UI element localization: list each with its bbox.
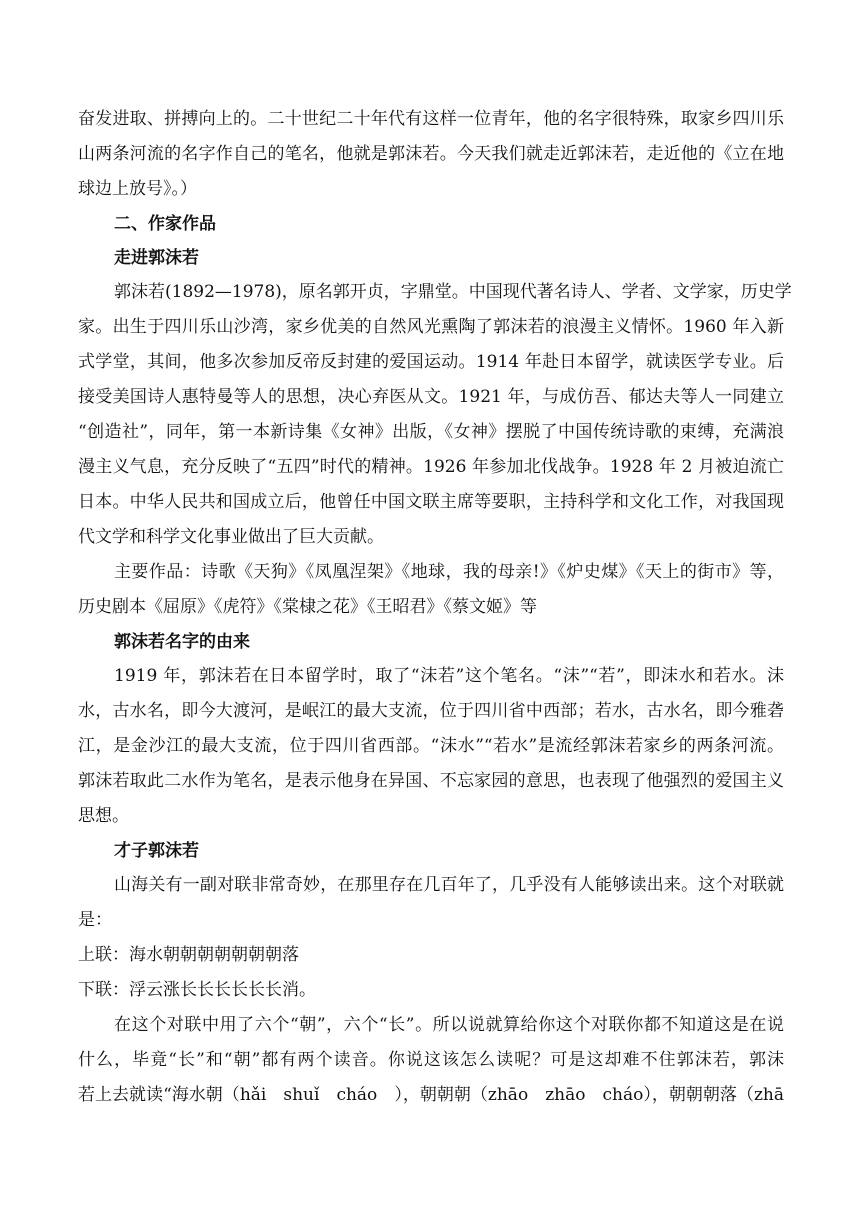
bio-line: “创造社”，同年，第一本新诗集《女神》出版，《女神》摆脱了中国传统诗歌的束缚，充满浪 (78, 422, 784, 442)
name-origin-line: 水，古水名，即今大渡河，是岷江的最大支流，位于四川省中西部；若水，古水名，即今雅砻 (78, 701, 784, 721)
talent-closing-line: 什么，毕竟“长”和“朝”都有两个读音。你说这该怎么读呢？可是这却难不住郭沫若，郭沫 (78, 1050, 784, 1070)
bio-line: 郭沫若(1892—1978)，原名郭开贞，字鼎堂。中国现代著名诗人、学者、文学家，历史学 (114, 282, 792, 302)
section-title: 二、作家作品 (114, 214, 216, 234)
talent-line: 是： (78, 910, 112, 930)
couplet-upper: 上联：海水朝朝朝朝朝朝朝落 (78, 945, 299, 965)
talent-closing-line: 在这个对联中用了六个“朝”，六个“长”。所以说就算给你这个对联你都不知道这是在说 (114, 1015, 784, 1035)
name-origin-line: 思想。 (78, 806, 129, 826)
works-line: 主要作品：诗歌《天狗》《凤凰涅架》《地球，我的母亲!》《炉史煤》《天上的街市》等， (114, 562, 784, 582)
bio-line: 式学堂，其间，他多次参加反帝反封建的爱国运动。1914 年赴日本留学，就读医学专业。后 (78, 352, 784, 372)
bio-line: 代文学和科学文化事业做出了巨大贡献。 (78, 527, 384, 547)
couplet-lower: 下联：浮云涨长长长长长长消。 (78, 980, 316, 1000)
bio-line: 日本。中华人民共和国成立后，他曾任中国文联主席等要职，主持科学和文化工作，对我国现 (78, 492, 784, 512)
name-origin-line: 1919 年，郭沫若在日本留学时，取了“沫若”这个笔名。“沫”“若”，即沫水和若水。沫 (114, 666, 784, 686)
bio-heading: 走进郭沫若 (114, 248, 199, 268)
bio-line: 家。出生于四川乐山沙湾，家乡优美的自然风光熏陶了郭沫若的浪漫主义情怀。1960 年入新 (78, 317, 784, 337)
talent-heading: 才子郭沫若 (114, 841, 199, 861)
name-origin-line: 江，是金沙江的最大支流，位于四川省西部。“沫水”“若水”是流经郭沫若家乡的两条河流。 (78, 736, 784, 756)
intro-line: 山两条河流的名字作自己的笔名，他就是郭沫若。今天我们就走近郭沫若，走近他的《立在地 (78, 144, 784, 164)
intro-line: 球边上放号》。） (78, 179, 197, 199)
name-origin-line: 郭沫若取此二水作为笔名，是表示他身在异国、不忘家园的意思，也表现了他强烈的爱国主义 (78, 771, 784, 791)
bio-line: 漫主义气息，充分反映了“五四”时代的精神。1926 年参加北伐战争。1928 年 2 月被迫流亡 (78, 457, 784, 477)
intro-line: 奋发进取、拼搏向上的。二十世纪二十年代有这样一位青年，他的名字很特殊，取家乡四川乐 (78, 109, 784, 129)
bio-line: 接受美国诗人惠特曼等人的思想，决心弃医从文。1921 年，与成仿吾、郁达夫等人一同建立 (78, 387, 784, 407)
talent-closing-line: 若上去就读“海水朝（hǎi shuǐ cháo ），朝朝朝（zhāo zhāo cháo），朝朝朝落（zhā (78, 1085, 784, 1105)
name-origin-heading: 郭沫若名字的由来 (114, 632, 250, 652)
talent-line: 山海关有一副对联非常奇妙，在那里存在几百年了，几乎没有人能够读出来。这个对联就 (114, 875, 784, 895)
works-line: 历史剧本《屈原》《虎符》《棠棣之花》《王昭君》《蔡文姬》等 (78, 597, 537, 617)
